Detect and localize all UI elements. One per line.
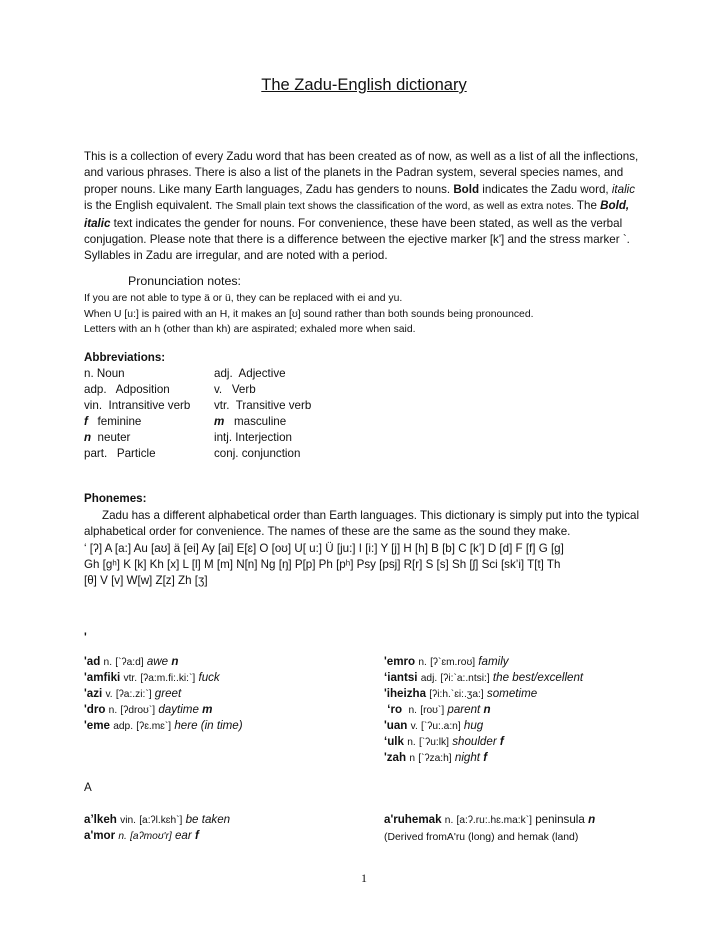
dictionary-entry xyxy=(384,750,487,767)
entry-gloss: hug xyxy=(463,719,484,732)
entry-pos: adj. xyxy=(420,673,438,684)
entry-pos: n. xyxy=(444,815,454,826)
entry-gloss: daytime xyxy=(158,703,199,716)
dictionary-entry xyxy=(84,654,178,671)
entry-word: 'ad xyxy=(84,655,101,668)
dictionary-entry xyxy=(84,812,230,829)
dictionary-entry xyxy=(84,686,181,703)
entry-ipa: [a:ʔ.ru:.hɛ.ma:k`] xyxy=(456,815,532,826)
entry-ipa: [ʔi:`a:.ntsi:] xyxy=(440,673,490,684)
entry-pos: n. xyxy=(408,705,418,716)
intro-italic-word: italic xyxy=(611,182,636,196)
phoneme-list-line: Gh [gʰ] K [k] Kh [x] L [l] M [m] N[n] Ng [ŋ] P[p] Ph [pʰ] Psy [psj] R[r] S [s] Sh [ʃ] Sci [sk’i] T[t] Th xyxy=(84,558,561,571)
entry-ipa: [ʔi:h.`ɛi:.ʒa:] xyxy=(429,689,484,700)
entry-pos: n. xyxy=(103,657,113,668)
entry-gloss: greet xyxy=(154,687,182,700)
abbreviation-abbr: n. xyxy=(84,367,94,380)
entry-gloss: the best/excellent xyxy=(492,671,584,684)
abbreviation-abbr: adp. xyxy=(84,383,107,396)
entry-gender: n xyxy=(588,813,596,826)
entry-ipa: [`ʔu:lk] xyxy=(418,737,449,748)
entry-gloss: shoulder xyxy=(452,735,497,748)
entry-gloss: be taken xyxy=(185,813,231,826)
dictionary-entry xyxy=(384,734,504,751)
entry-gender: f xyxy=(483,751,488,764)
abbreviation-item xyxy=(84,414,141,430)
entry-word: 'dro xyxy=(84,703,106,716)
entry-gloss: family xyxy=(478,655,509,668)
phoneme-list-line: ‘ [ʔ] A [a:] Au [aʊ] ä [ei] Ay [ai] E[ɛ] O [oʊ] U[ u:] Ü [ju:] I [i:] Y [j] H [h] B [b] C [k’] D [d] F [f] G [g] xyxy=(84,542,564,555)
abbreviation-item xyxy=(84,366,125,382)
phoneme-list-line: [θ] V [v] W[w] Z[z] Zh [ʒ] xyxy=(84,574,208,587)
entry-ipa: [`ʔza:h] xyxy=(418,753,452,764)
intro-text: text indicates the gender for nouns. For convenience, these have been stated, as well as the verbal conjugation. Please note that there is a difference between the ejective marker [k'] and the stress marker `. Syllables in Zadu are irregular, and are noted with a period. xyxy=(84,216,630,263)
entry-gloss: ear xyxy=(174,829,192,842)
entry-pos: n. xyxy=(407,737,416,748)
abbreviation-label: Interjection xyxy=(235,431,292,444)
entry-gender: f xyxy=(499,735,504,748)
entry-word: ‘ro xyxy=(387,703,403,716)
entry-word: 'zah xyxy=(384,751,407,764)
dictionary-entry xyxy=(384,702,491,719)
dictionary-entry xyxy=(384,718,483,735)
abbreviation-item xyxy=(214,366,286,382)
abbreviation-abbr: intj. xyxy=(214,431,233,444)
section-letter: A xyxy=(84,781,92,794)
entry-word: a’lkeh xyxy=(84,813,117,826)
intro-bold-word: Bold xyxy=(453,182,480,196)
abbreviation-label: Noun xyxy=(96,367,125,380)
entry-word: 'emro xyxy=(384,655,416,668)
phonemes-heading: Phonemes: xyxy=(84,492,147,505)
entry-word: a'ruhemak xyxy=(384,813,442,826)
entry-word: 'eme xyxy=(84,719,110,732)
pronunciation-note: When U [u:] is paired with an H, it makes an [ʊ] sound rather than both sounds being pronounced. xyxy=(84,309,534,320)
abbreviation-abbr: m xyxy=(214,415,225,428)
intro-text: is the English equivalent. xyxy=(84,199,216,213)
abbreviation-item xyxy=(84,430,130,446)
entry-pos: v. xyxy=(410,721,418,732)
entry-note: (Derived fromA'ru (long) and hemak (land) xyxy=(384,832,579,843)
entry-ipa: [`ʔa:d] xyxy=(115,657,144,668)
intro-text: indicates the Zadu word, xyxy=(479,182,612,196)
entry-ipa: [ʔa:m.fi:.ki:`] xyxy=(140,673,196,684)
entry-pos: n. xyxy=(108,705,118,716)
abbreviation-label: Adjective xyxy=(238,367,286,380)
dictionary-entry xyxy=(84,718,243,735)
dictionary-entry xyxy=(84,828,199,845)
entry-gloss: here (in time) xyxy=(174,719,243,732)
entry-word: a'mor xyxy=(84,829,116,842)
pronunciation-note: If you are not able to type ä or ü, they can be replaced with ei and yu. xyxy=(84,293,403,304)
entry-gloss: parent xyxy=(447,703,481,716)
entry-pos: v. xyxy=(105,689,113,700)
entry-gender: n xyxy=(171,655,179,668)
abbreviation-item xyxy=(214,430,292,446)
entry-word: 'azi xyxy=(84,687,103,700)
entry-pos: adp. xyxy=(113,721,134,732)
document-title: The Zadu-English dictionary xyxy=(261,76,467,94)
dictionary-entry xyxy=(384,812,595,829)
abbreviation-label: Verb xyxy=(231,383,256,396)
entry-gloss: peninsula xyxy=(535,813,585,826)
entry-word: 'iheizha xyxy=(384,687,427,700)
abbreviation-abbr: vtr. xyxy=(214,399,230,412)
dictionary-entry xyxy=(384,654,509,671)
abbreviation-label: conjunction xyxy=(241,447,301,460)
dictionary-entry xyxy=(384,686,537,703)
entry-gloss: night xyxy=(454,751,481,764)
abbreviation-label: Adposition xyxy=(115,383,170,396)
abbreviation-abbr: n xyxy=(84,431,92,444)
abbreviation-label: neuter xyxy=(97,431,131,444)
abbreviation-item xyxy=(84,446,156,462)
entry-ipa: [ʔɛ.mɛ`] xyxy=(136,721,172,732)
abbreviation-abbr: adj. xyxy=(214,367,233,380)
abbreviation-label: Transitive verb xyxy=(235,399,312,412)
section-letter: ' xyxy=(84,631,87,644)
entry-ipa: [ʔ`ɛm.roʊ] xyxy=(430,657,476,668)
entry-ipa: [`ʔu:.a:n] xyxy=(421,721,461,732)
page-number: 1 xyxy=(361,871,367,885)
intro-text: The xyxy=(573,199,601,213)
entry-gloss: fuck xyxy=(198,671,220,684)
entry-pos: vin. xyxy=(120,815,136,826)
abbreviation-label: feminine xyxy=(97,415,142,428)
entry-ipa: [ʔa:.zi:`] xyxy=(115,689,152,700)
abbreviation-label: Particle xyxy=(116,447,156,460)
entry-ipa: [roʊ`] xyxy=(420,705,445,716)
entry-pos: n. xyxy=(418,657,427,668)
abbreviation-abbr: conj. xyxy=(214,447,239,460)
intro-paragraph xyxy=(84,149,644,265)
abbreviation-abbr: f xyxy=(84,415,88,428)
entry-pos: vtr. xyxy=(123,673,138,684)
dictionary-entry xyxy=(384,670,583,687)
entry-gender: f xyxy=(194,829,199,842)
abbreviation-item xyxy=(84,382,170,398)
abbreviation-item xyxy=(214,398,311,414)
pronunciation-heading: Pronunciation notes: xyxy=(128,274,241,288)
entry-word: ‘iantsi xyxy=(384,671,418,684)
abbreviation-abbr: v. xyxy=(214,383,223,396)
entry-ipa: [a:ʔl.kɛh`] xyxy=(139,815,183,826)
intro-small-text: The Small plain text shows the classification of the word, as well as extra notes. xyxy=(215,201,574,213)
phonemes-intro: Zadu has a different alphabetical order than Earth languages. This dictionary is simply put into the typical alphabetical order for convenience. The names of these are the same as the sound they make. xyxy=(84,509,640,539)
entry-word: 'uan xyxy=(384,719,408,732)
entry-pos: n. xyxy=(118,831,127,842)
entry-word: ‘ulk xyxy=(384,735,404,748)
entry-gloss: awe xyxy=(146,655,169,668)
abbreviation-abbr: vin. xyxy=(84,399,103,412)
abbreviation-abbr: part. xyxy=(84,447,108,460)
dictionary-entry xyxy=(84,670,220,687)
intro-text: This is a collection of every Zadu word that has been created as of now, as well as a list of all the inflections, and various phrases. There is also a list of the planets in the Padran system, several species names, and proper nouns. Like many Earth languages, Zadu has genders to nouns. xyxy=(84,150,639,196)
abbreviation-label: Intransitive verb xyxy=(108,399,191,412)
entry-ipa: [aʔmoʊ'r] xyxy=(130,831,172,842)
intro-bold-italic-word: Bold, italic xyxy=(84,199,630,230)
entry-pos: n xyxy=(409,753,415,764)
entry-word: 'amfiki xyxy=(84,671,121,684)
entry-ipa: [ʔdroʊ`] xyxy=(120,705,156,716)
dictionary-entry xyxy=(84,702,212,719)
entry-gloss: sometime xyxy=(486,687,538,700)
abbreviation-item xyxy=(214,446,300,462)
entry-gender: m xyxy=(202,703,213,716)
abbreviations-heading: Abbreviations: xyxy=(84,351,166,364)
abbreviation-item xyxy=(214,414,286,430)
abbreviation-item xyxy=(84,398,190,414)
entry-gender: n xyxy=(483,703,491,716)
abbreviation-item xyxy=(214,382,256,398)
abbreviation-label: masculine xyxy=(233,415,287,428)
pronunciation-note: Letters with an h (other than kh) are aspirated; exhaled more when said. xyxy=(84,324,416,335)
